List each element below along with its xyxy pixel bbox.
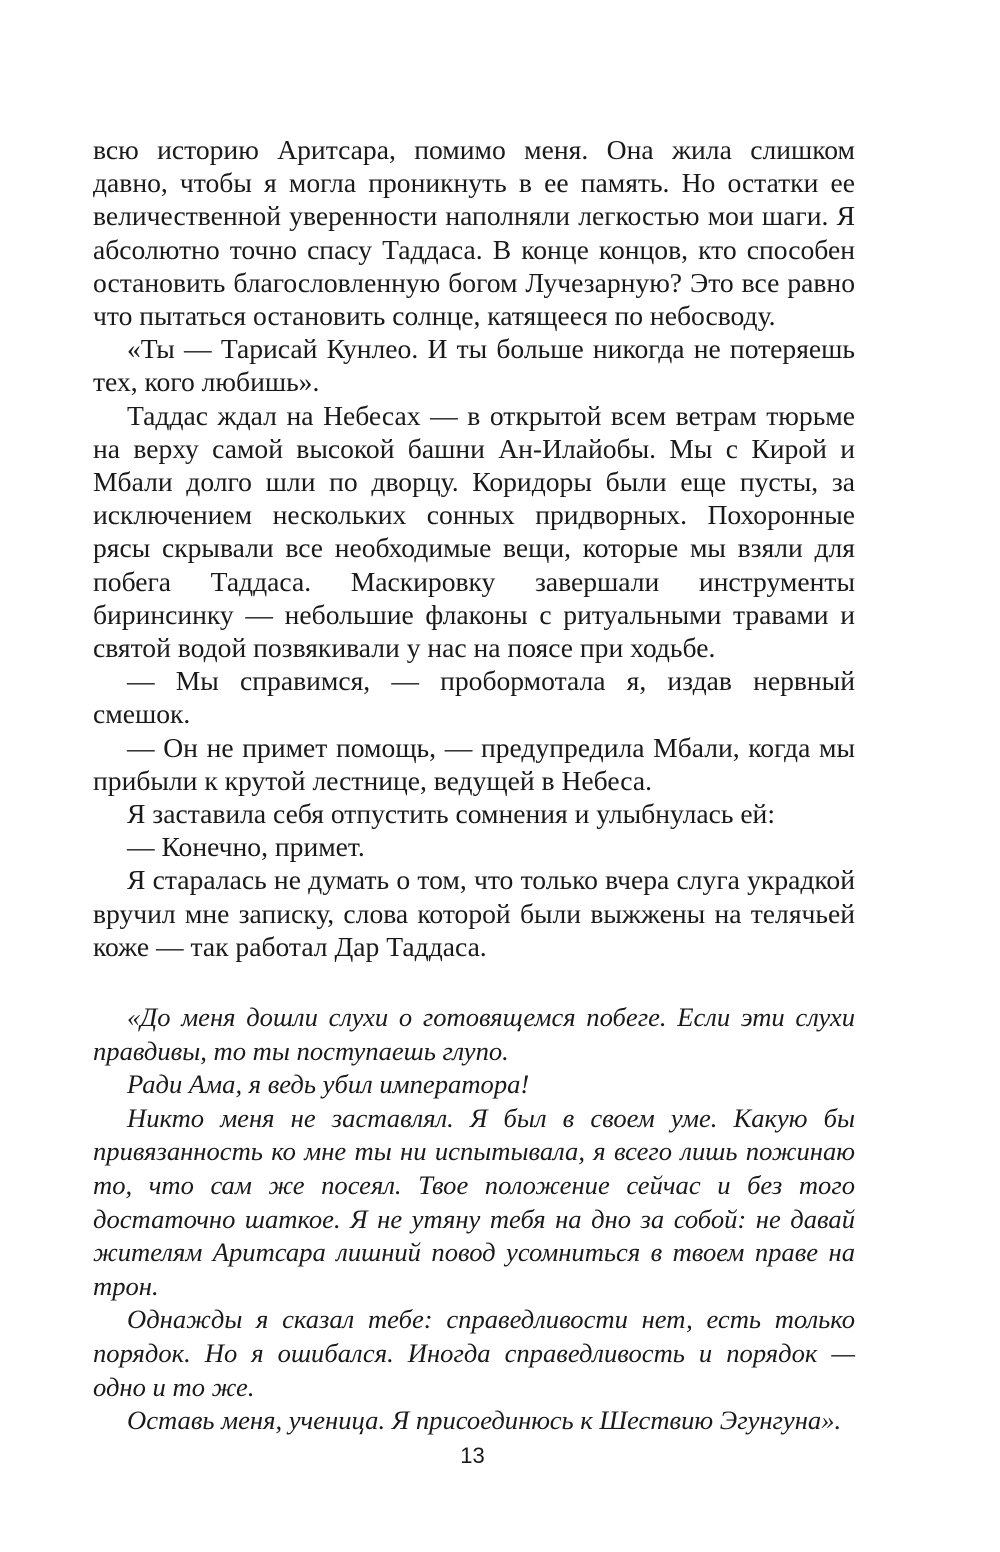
letter-paragraph: Оставь меня, ученица. Я присоединюсь к Шествию Эгунгуна».	[127, 1405, 842, 1436]
paragraph: Таддас ждал на Небесах — в открытой всем ветрам тюрьме на верху самой высокой башни Ан-Илайобы. Мы с Кирой и Мбали долго шли по дворцу. Коридоры были еще пусты, за исключением нескольких сонных придворных. Похоронные рясы скрывали все необходимые вещи, которые мы взяли для побега Таддаса. Маскировку завершали инструменты биринсинку — небольшие флаконы с ритуальными травами и святой водой позвякивали у нас на поясе при ходьбе.	[93, 399, 855, 664]
paragraph: «Ты — Тарисай Кунлео. И ты больше никогда не потеряешь тех, кого любишь».	[93, 333, 855, 398]
letter-block	[93, 1001, 855, 1438]
paragraph: Я заставила себя отпустить сомнения и улыбнулась ей:	[127, 798, 775, 830]
paragraph: всю историю Аритсара, помимо меня. Она жила слишком давно, чтобы я могла проникнуть в ее память. Но остатки ее величественной уверенности наполняли легкостью мои шаги. Я абсолютно точно спасу Таддаса. В конце концов, кто способен остановить благословленную богом Лучезарную? Это все равно что пытаться остановить солнце, катящееся по небосводу.	[93, 134, 855, 332]
dialogue-line: — Конечно, примет.	[127, 831, 365, 863]
paragraph: Я старалась не думать о том, что только вчера слуга украдкой вручил мне записку, слова которой были выжжены на телячьей коже — так работал Дар Таддаса.	[93, 864, 855, 962]
main-text	[93, 133, 855, 963]
dialogue-line: — Он не примет помощь, — предупредила Мбали, когда мы прибыли к крутой лестнице, ведущей в Небеса.	[93, 731, 855, 796]
letter-paragraph: Никто меня не заставлял. Я был в своем уме. Какую бы привязанность ко мне ты ни испытывала, я всего лишь пожинаю то, что сам же посеял. Твое положение сейчас и без того достаточно шаткое. Я не утяну тебя на дно за собой: не давай жителям Аритсара лишний повод усомниться в твоем праве на трон.	[93, 1102, 855, 1301]
letter-paragraph: «До меня дошли слухи о готовящемся побеге. Если эти слухи правдивы, то ты поступаешь глупо.	[93, 1002, 855, 1066]
letter-paragraph: Ради Ама, я ведь убил императора!	[127, 1069, 530, 1100]
dialogue-line: — Мы справимся, — пробормотала я, издав нервный смешок.	[93, 665, 855, 730]
page-number: 13	[460, 1443, 485, 1468]
book-page	[93, 133, 855, 1438]
letter-paragraph: Однажды я сказал тебе: справедливости нет, есть только порядок. Но я ошибался. Иногда справедливость и порядок — одно и то же.	[93, 1304, 855, 1402]
